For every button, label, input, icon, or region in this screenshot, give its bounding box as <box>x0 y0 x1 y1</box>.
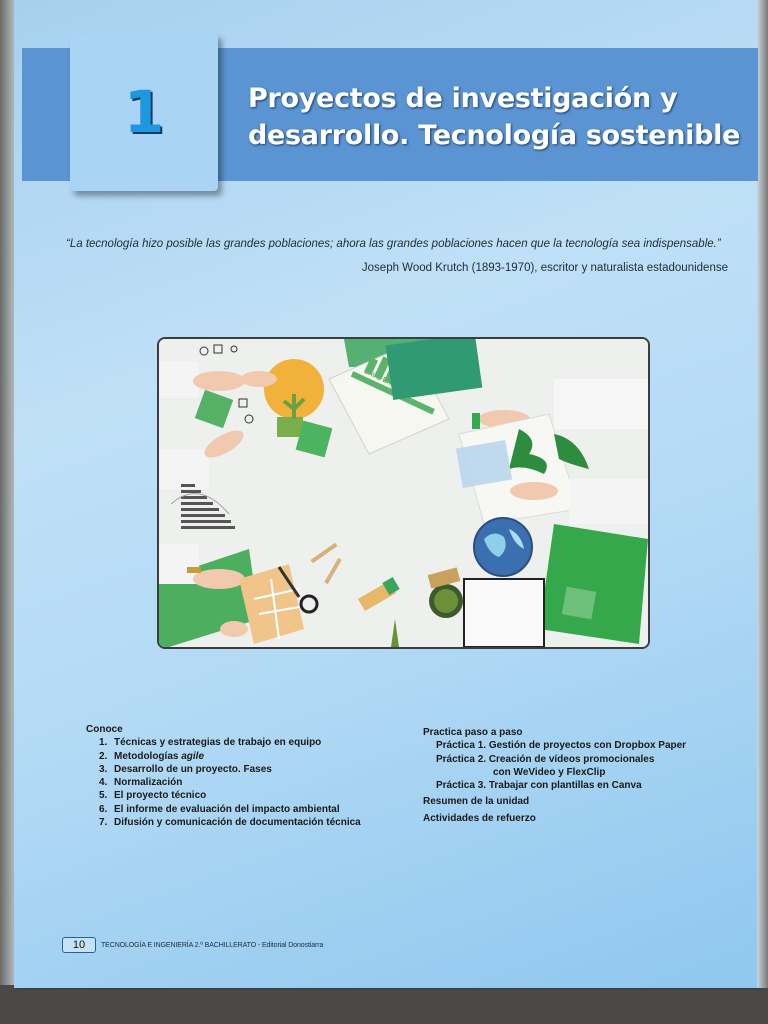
contents-know <box>86 723 406 829</box>
list-item: 6. El informe de evaluación del impacto ambiental <box>99 803 340 815</box>
practice-item-2: Práctica 2. Creación de vídeos promocionales <box>436 753 655 765</box>
contents-practice-heading: Practica paso a paso <box>423 727 523 738</box>
page-edge <box>757 0 768 988</box>
background-surface <box>0 985 768 1024</box>
list-item: 1. Técnicas y estrategias de trabajo en equipo <box>99 737 322 749</box>
chapter-title <box>248 80 758 154</box>
activities-heading: Actividades de refuerzo <box>423 812 536 824</box>
epigraph-author: Joseph Wood Krutch (1893-1970), escritor y naturalista estadounidense <box>361 262 728 274</box>
list-item: 4. Normalización <box>99 777 183 789</box>
contents-know-heading: Conoce <box>86 724 123 735</box>
list-item: 3. Desarrollo de un proyecto. Fases <box>99 763 272 775</box>
practice-item-2-cont: con WeVideo y FlexClip <box>493 766 606 778</box>
epigraph-quote: “La tecnología hizo posible las grandes poblaciones; ahora las grandes poblaciones hacen que la tecnología sea indispensable.” <box>66 238 721 250</box>
page-number: 10 <box>62 937 96 953</box>
summary-heading: Resumen de la unidad <box>423 796 530 808</box>
team-work-illustration <box>159 339 648 647</box>
contents-practice <box>423 726 743 825</box>
chapter-title-line1: Proyectos de investigación y <box>248 83 678 114</box>
chapter-number: 1 <box>123 78 165 146</box>
list-item: 7. Difusión y comunicación de documentación técnica <box>99 817 361 829</box>
chapter-number-box <box>70 33 218 191</box>
practice-item-1: Práctica 1. Gestión de proyectos con Dropbox Paper <box>436 740 687 752</box>
page-footer <box>62 937 323 953</box>
footer-text: TECNOLOGÍA E INGENIERÍA 2.º BACHILLERATO - Editorial Donostiarra <box>101 941 324 949</box>
practice-item-3: Práctica 3. Trabajar con plantillas en Canva <box>436 780 642 792</box>
chapter-photo <box>157 337 650 649</box>
list-item: 5. El proyecto técnico <box>99 790 207 802</box>
save-energy-text: SAVE <box>362 368 383 383</box>
list-item: 2. Metodologías agile <box>99 750 205 762</box>
chapter-title-line2: desarrollo. Tecnología sostenible <box>248 120 741 151</box>
